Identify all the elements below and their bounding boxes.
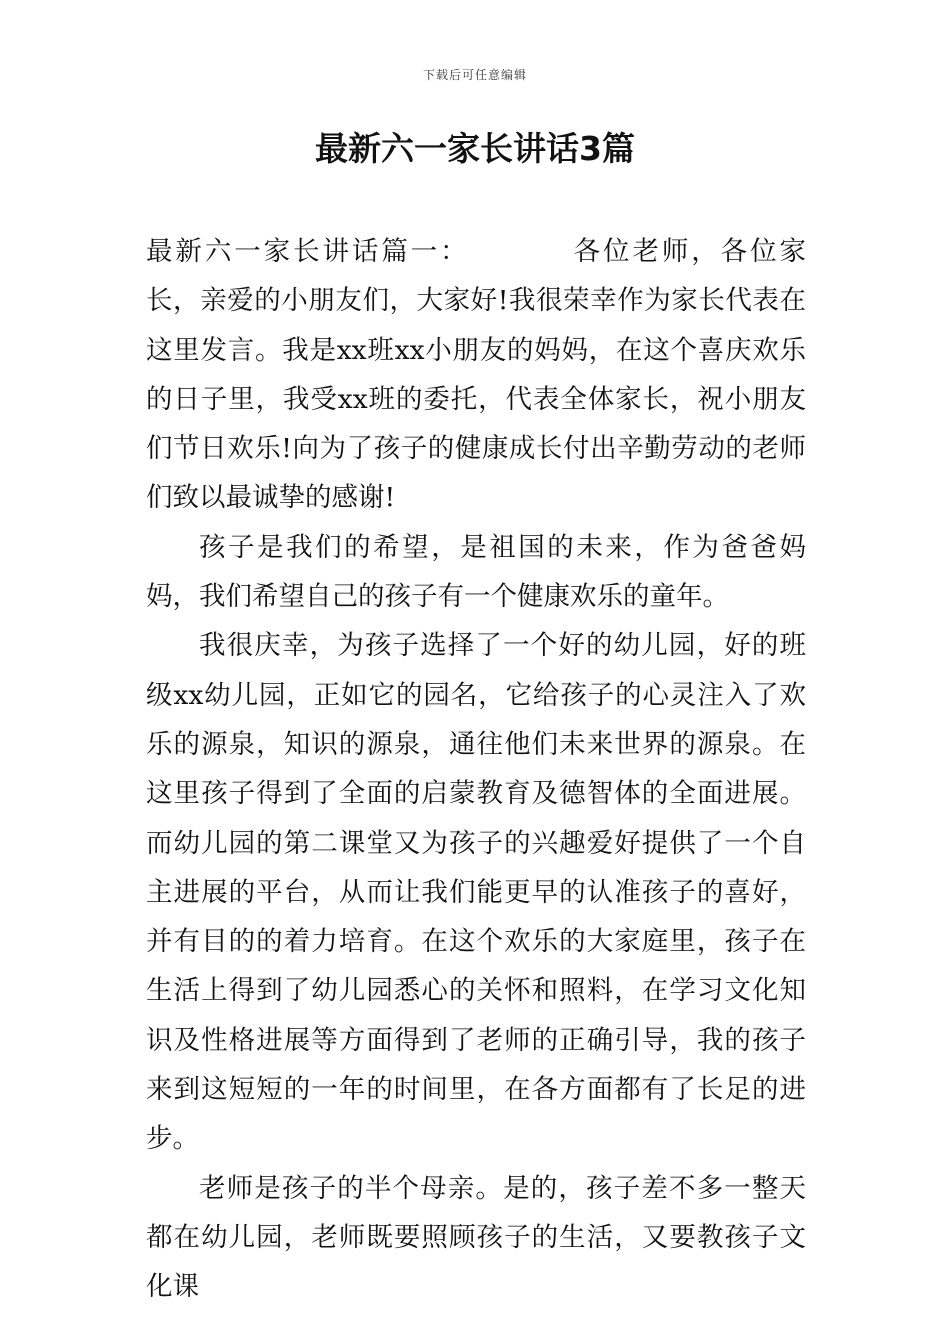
section-label: 最新六一家长讲话篇一： bbox=[146, 236, 470, 267]
paragraph-3: 我很庆幸，为孩子选择了一个好的幼儿园，好的班级xx幼儿园，正如它的园名，它给孩子的心灵注入了欢乐的源泉，知识的源泉，通往他们未来世界的源泉。在这里孩子得到了全面的启蒙教育及德智体的全面进展。而幼儿园的第二课堂又为孩子的兴趣爱好提供了一个自主进展的平台，从而让我们能更早的认准孩子的喜好，并有目的的着力培育。在这个欢乐的大家庭里，孩子在生活上得到了幼儿园悉心的关怀和照料，在学习文化知识及性格进展等方面得到了老师的正确引导，我的孩子来到这短短的一年的时间里，在各方面都有了长足的进步。 bbox=[146, 630, 806, 1155]
paragraph-4: 老师是孩子的半个母亲。是的，孩子差不多一整天都在幼儿园，老师既要照顾孩子的生活，又要教孩子文化课 bbox=[146, 1172, 806, 1303]
document-title: 最新六一家长讲话3篇 bbox=[315, 129, 635, 168]
paragraph-1 bbox=[146, 227, 806, 523]
paragraph-1-text: 各位老师，各位家长，亲爱的小朋友们，大家好!我很荣幸作为家长代表在这里发言。我是xx班xx小朋友的妈妈，在这个喜庆欢乐的日子里，我受xx班的委托，代表全体家长，祝小朋友们节日欢乐!向为了孩子的健康成长付出辛勤劳动的老师们致以最诚挚的感谢! bbox=[146, 236, 807, 514]
paragraph-2: 孩子是我们的希望，是祖国的未来，作为爸爸妈妈，我们希望自己的孩子有一个健康欢乐的童年。 bbox=[146, 531, 806, 613]
header-note: 下载后可任意编辑 bbox=[422, 68, 527, 82]
document-body bbox=[146, 227, 806, 1312]
